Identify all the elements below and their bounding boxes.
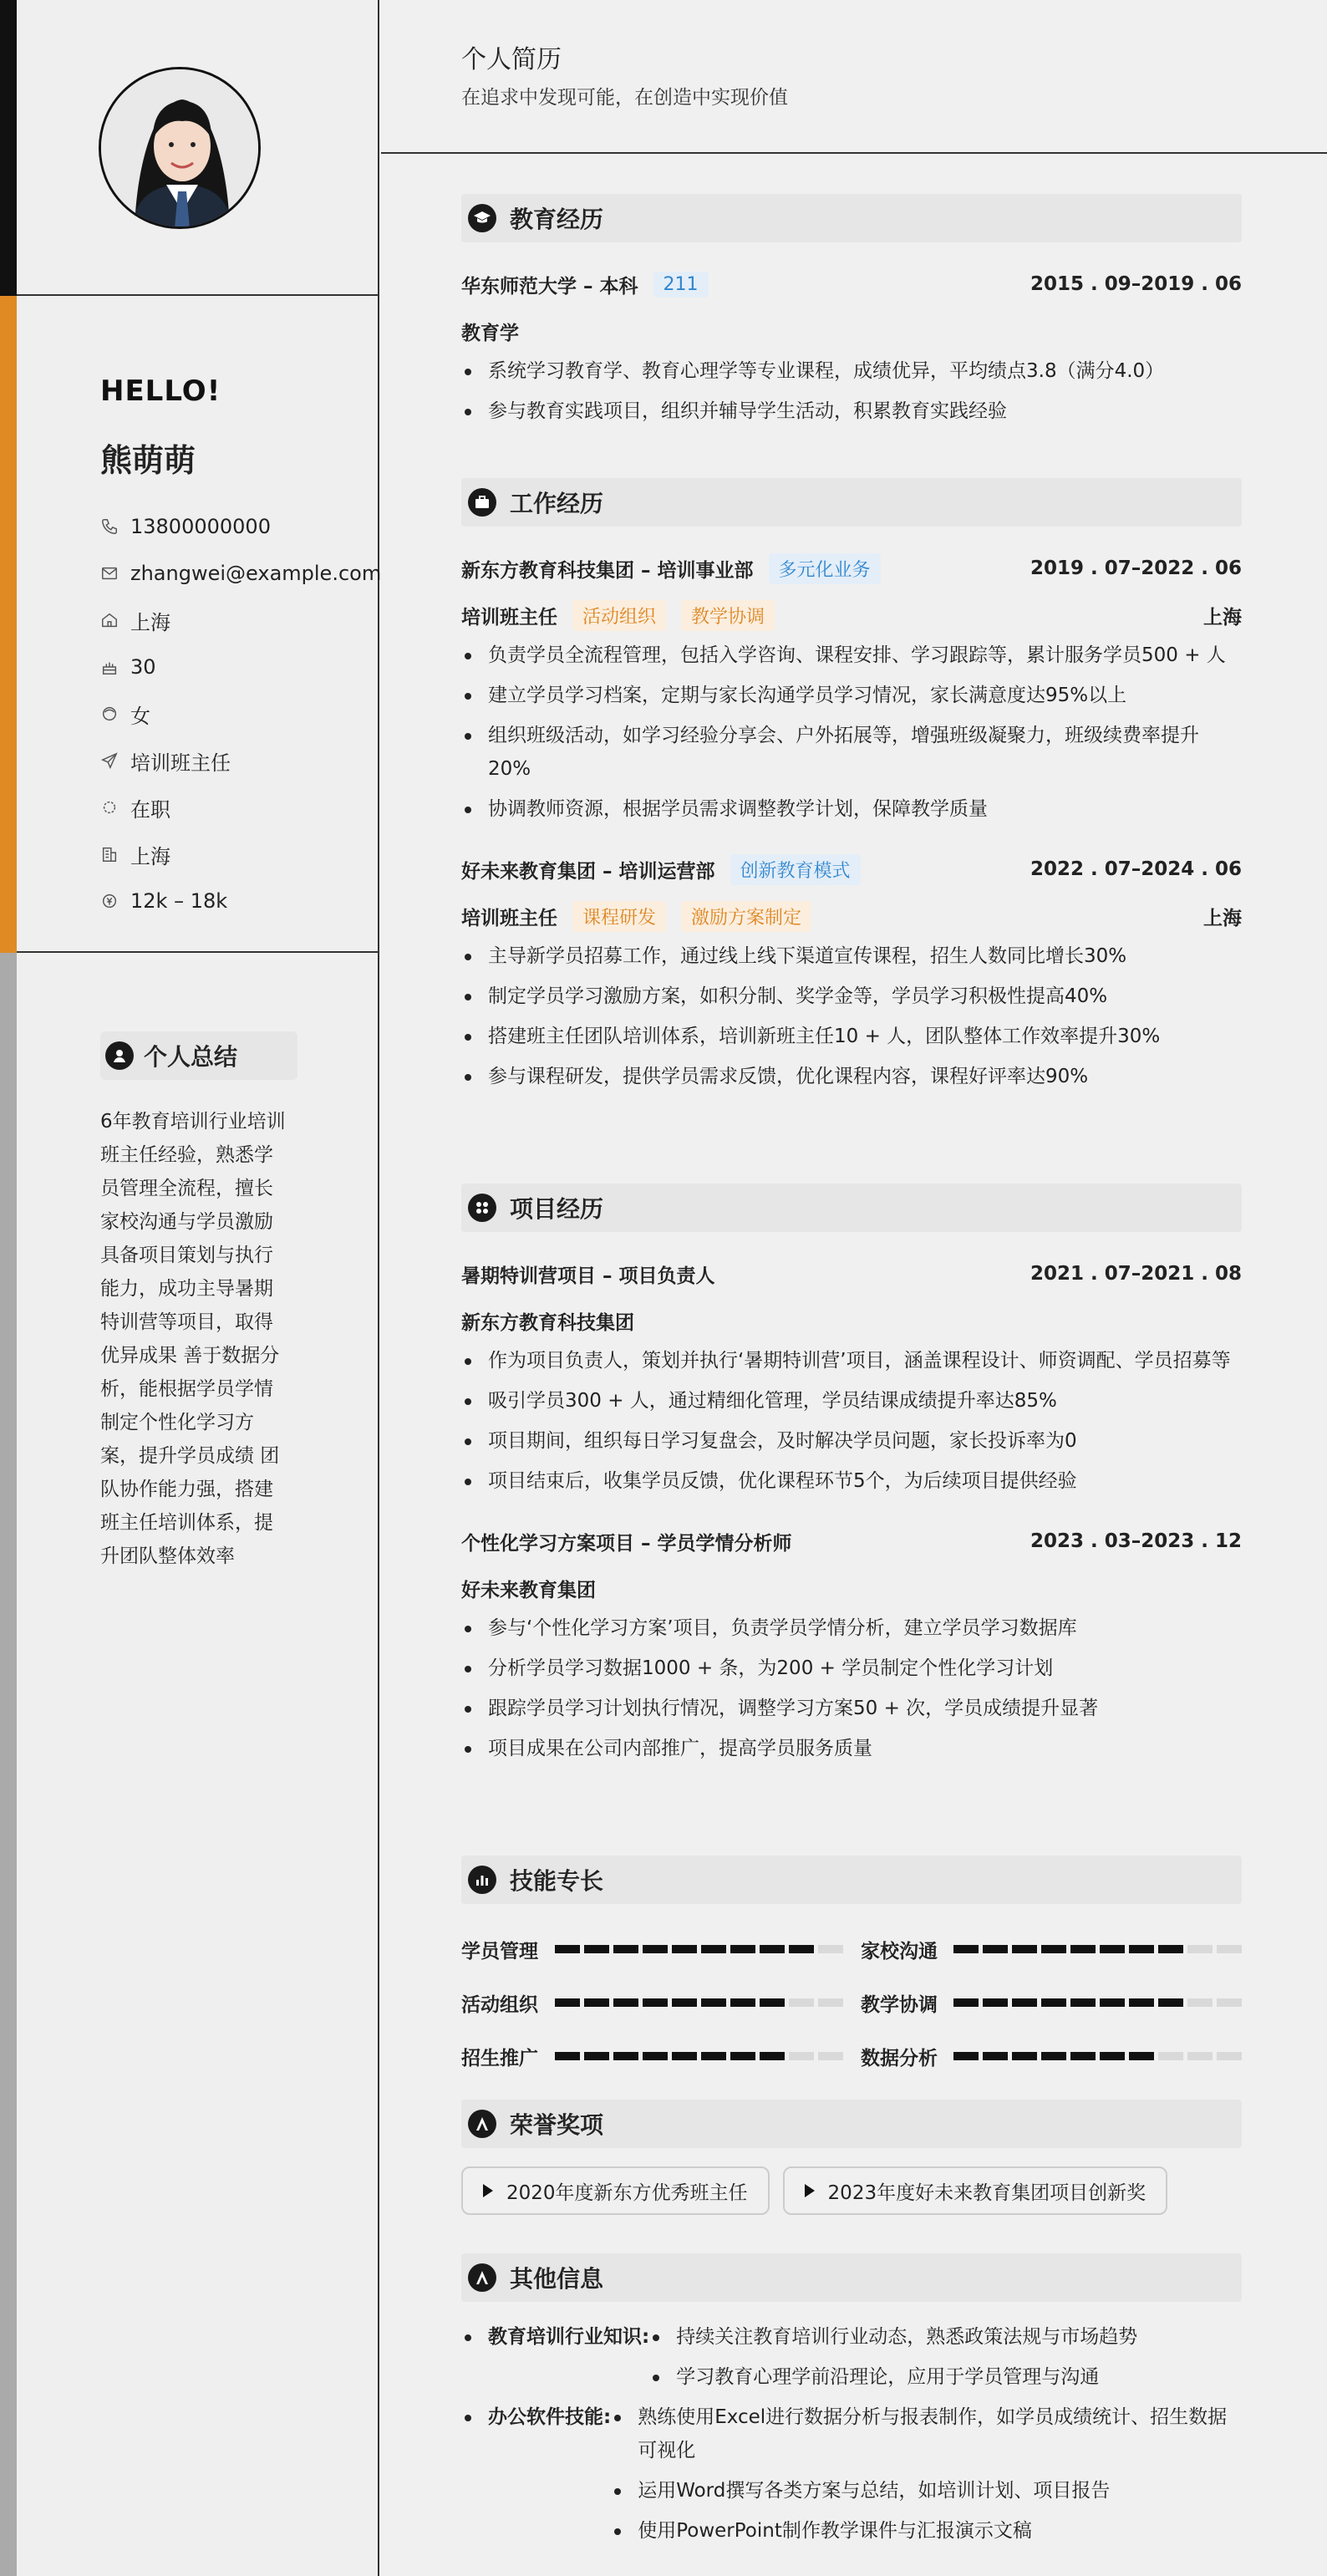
job-bullets	[461, 639, 1242, 826]
projects-header	[461, 1184, 1242, 1232]
summary-line: 班主任经验，熟悉学	[100, 1144, 273, 1166]
skill-segment	[643, 2052, 668, 2060]
list-item: 项目成果在公司内部推广，提高学员服务质量	[461, 1732, 1242, 1765]
summary-line: 家校沟通与学员激励	[100, 1211, 273, 1233]
salary-icon	[100, 892, 119, 910]
skills-grid	[461, 1922, 1242, 2083]
job-company: 新东方教育科技集团 – 培训事业部	[461, 559, 754, 582]
education-bullets	[461, 354, 1242, 428]
contact-info	[100, 503, 381, 924]
school-tag: 211	[653, 272, 709, 298]
major-row	[461, 308, 1242, 354]
job-company-row	[461, 846, 1242, 893]
other-key: 教育培训行业知识:	[488, 2326, 650, 2348]
job-company-row	[461, 545, 1242, 592]
skill-segment	[730, 1945, 755, 1953]
skill-segment	[584, 1998, 609, 2007]
skill-segment	[789, 1998, 814, 2007]
skill-segment	[672, 1945, 697, 1953]
list-item: 协调教师资源，根据学员需求调整教学计划，保障教学质量	[461, 792, 1242, 826]
list-item: 主导新学员招募工作，通过线上线下渠道宣传课程，招生人数同比增长30%	[461, 939, 1242, 973]
job-city: 上海	[1203, 606, 1242, 629]
skill-item	[861, 1976, 1242, 2029]
skill-segment	[953, 1945, 979, 1953]
list-item: 学习教育心理学前沿理论，应用于学员管理与沟通	[649, 2360, 1242, 2394]
skill-segment	[613, 1945, 638, 1953]
info-email	[100, 550, 381, 597]
job-date: 2022 . 07–2024 . 06	[1030, 858, 1242, 880]
accent-stripe-black	[0, 0, 17, 296]
skill-segment	[983, 1945, 1008, 1953]
city-value: 上海	[130, 844, 170, 868]
skill-segment	[584, 1945, 609, 1953]
skill-name: 家校沟通	[861, 1940, 938, 1963]
skill-segment	[1100, 1998, 1125, 2007]
skill-segment	[953, 1998, 979, 2007]
award-icon	[468, 2110, 496, 2138]
project-entry	[461, 1250, 1242, 1498]
project-entry	[461, 1518, 1242, 1765]
role-tag: 课程研发	[572, 901, 666, 932]
work-header	[461, 478, 1242, 527]
skill-bar	[555, 2052, 843, 2060]
candidate-name: 熊萌萌	[100, 442, 196, 479]
skill-segment	[1187, 2052, 1213, 2060]
project-org: 好未来教育集团	[461, 1579, 596, 1601]
skill-item	[461, 2029, 861, 2083]
skill-segment	[1217, 1998, 1242, 2007]
summary-line: 升团队整体效率	[100, 1545, 235, 1567]
info-phone	[100, 503, 381, 550]
education-title: 教育经历	[510, 206, 604, 233]
info-home	[100, 597, 381, 644]
list-item: 持续关注教育培训行业动态，熟悉政策法规与市场趋势	[649, 2320, 1242, 2354]
list-item: 项目结束后，收集学员反馈，优化课程环节5个，为后续项目提供经验	[461, 1464, 1242, 1498]
skill-segment	[701, 1945, 726, 1953]
education-section	[461, 194, 1242, 435]
work-title: 工作经历	[510, 490, 604, 517]
project-bullets	[461, 1611, 1242, 1765]
gender-icon	[100, 705, 119, 723]
school-name: 华东师范大学 – 本科	[461, 275, 638, 298]
list-item: 作为项目负责人，策划并执行‘暑期特训营’项目，涵盖课程设计、师资调配、学员招募等	[461, 1344, 1242, 1377]
skill-bar	[555, 1998, 843, 2007]
page-title: 个人简历	[461, 45, 562, 74]
skill-segment	[818, 2052, 843, 2060]
skill-segment	[789, 2052, 814, 2060]
skill-segment	[1041, 1945, 1066, 1953]
other-values	[649, 2320, 1242, 2400]
summary-text	[100, 1105, 306, 1573]
age-value: 30	[130, 655, 156, 679]
skill-segment	[1217, 2052, 1242, 2060]
skill-bar	[953, 2052, 1242, 2060]
skill-segment	[672, 1998, 697, 2007]
list-item: 吸引学员300 + 人，通过精细化管理，学员结课成绩提升率达85%	[461, 1384, 1242, 1418]
skills-header	[461, 1856, 1242, 1904]
info-salary	[100, 878, 381, 924]
project-name: 暑期特训营项目 – 项目负责人	[461, 1265, 715, 1287]
skill-segment	[701, 1998, 726, 2007]
list-item: 建立学员学习档案，定期与家长沟通学员学习情况，家长满意度达95%以上	[461, 679, 1242, 712]
info-icon	[468, 2263, 496, 2292]
skill-segment	[555, 2052, 580, 2060]
skill-item	[861, 1922, 1242, 1976]
skill-bar	[953, 1945, 1242, 1953]
header-divider	[381, 152, 1327, 154]
skill-segment	[555, 1945, 580, 1953]
skill-bar	[555, 1945, 843, 1953]
skill-segment	[1100, 1945, 1125, 1953]
honors-section	[461, 2100, 1242, 2215]
position-value: 培训班主任	[130, 751, 231, 775]
play-icon	[483, 2184, 493, 2197]
job-tag: 多元化业务	[769, 553, 881, 584]
skill-segment	[1070, 1945, 1096, 1953]
building-icon	[100, 845, 119, 863]
skill-segment	[1070, 2052, 1096, 2060]
job-role: 培训班主任	[461, 606, 557, 629]
list-item: 搭建班主任团队培训体系，培训新班主任10 + 人，团队整体工作效率提升30%	[461, 1020, 1242, 1053]
skill-segment	[1070, 1998, 1096, 2007]
major-name: 教育学	[461, 322, 519, 344]
summary-line: 析，能根据学员学情	[100, 1378, 273, 1400]
summary-line: 特训营等项目，取得	[100, 1311, 273, 1333]
job-city: 上海	[1203, 907, 1242, 929]
list-item: 跟踪学员学习计划执行情况，调整学习方案50 + 次，学员成绩提升显著	[461, 1692, 1242, 1725]
accent-stripe-gray	[0, 953, 17, 2576]
role-tag: 活动组织	[572, 600, 666, 631]
skills-title: 技能专长	[510, 1867, 604, 1895]
skill-segment	[1041, 2052, 1066, 2060]
list-item: 参与教育实践项目，组织并辅导学生活动，积累教育实践经验	[461, 395, 1242, 428]
skill-segment	[983, 1998, 1008, 2007]
list-item: 熟练使用Excel进行数据分析与报表制作，如学员成绩统计、招生数据可视化	[611, 2400, 1242, 2467]
education-header	[461, 194, 1242, 242]
summary-line: 员管理全流程，擅长	[100, 1178, 273, 1199]
skill-segment	[760, 2052, 785, 2060]
skill-segment	[1100, 2052, 1125, 2060]
skill-item	[461, 1976, 861, 2029]
list-item: 负责学员全流程管理，包括入学咨询、课程安排、学习跟踪等，累计服务学员500 + 人	[461, 639, 1242, 672]
page-subtitle: 在追求中发现可能，在创造中实现价值	[461, 87, 788, 109]
honor-label: 2020年度新东方优秀班主任	[506, 2181, 748, 2204]
sidebar	[0, 0, 382, 2576]
phone-icon	[100, 517, 119, 536]
list-item: 组织班级活动，如学习经验分享会、户外拓展等，增强班级凝聚力，班级续费率提升20%	[461, 719, 1242, 786]
info-position	[100, 737, 381, 784]
skill-segment	[1158, 1998, 1183, 2007]
skill-segment	[760, 1945, 785, 1953]
summary-line: 案，提升学员成绩 团	[100, 1445, 280, 1467]
skill-item	[461, 1922, 861, 1976]
job-role: 培训班主任	[461, 907, 557, 929]
home-icon	[100, 611, 119, 629]
mail-icon	[100, 564, 119, 583]
project-date: 2023 . 03–2023 . 12	[1030, 1530, 1242, 1552]
skill-segment	[1187, 1945, 1213, 1953]
skill-segment	[730, 2052, 755, 2060]
education-date: 2015 . 09–2019 . 06	[1030, 273, 1242, 295]
status-value: 在职	[130, 797, 170, 822]
info-age	[100, 644, 381, 690]
skill-segment	[672, 2052, 697, 2060]
skill-segment	[953, 2052, 979, 2060]
summary-line: 班主任培训体系，提	[100, 1512, 273, 1534]
main-content	[381, 0, 1327, 2576]
play-icon	[805, 2184, 815, 2197]
honors-header	[461, 2100, 1242, 2148]
info-status	[100, 784, 381, 831]
skill-segment	[789, 1945, 814, 1953]
home-value: 上海	[130, 610, 170, 634]
skill-segment	[1041, 1998, 1066, 2007]
job-date: 2019 . 07–2022 . 06	[1030, 557, 1242, 579]
skill-name: 学员管理	[461, 1940, 538, 1963]
skill-segment	[983, 2052, 1008, 2060]
summary-line: 能力，成功主导暑期	[100, 1278, 273, 1300]
age-icon	[100, 658, 119, 676]
skill-segment	[555, 1998, 580, 2007]
sidebar-divider	[17, 294, 379, 296]
other-item	[461, 2320, 1242, 2400]
projects-title: 项目经历	[510, 1195, 604, 1223]
skill-segment	[1129, 1945, 1154, 1953]
other-title: 其他信息	[510, 2265, 604, 2293]
other-item	[461, 2400, 1242, 2554]
list-item: 使用PowerPoint制作教学课件与汇报演示文稿	[611, 2514, 1242, 2548]
list-item: 制定学员学习激励方案，如积分制、奖学金等，学员学习积极性提高40%	[461, 980, 1242, 1013]
project-org: 新东方教育科技集团	[461, 1311, 634, 1334]
project-org-row	[461, 1565, 1242, 1611]
honors-list	[461, 2166, 1242, 2215]
salary-value: 12k – 18k	[130, 889, 228, 913]
skill-segment	[730, 1998, 755, 2007]
other-values	[611, 2400, 1242, 2554]
skill-segment	[1217, 1945, 1242, 1953]
summary-line: 具备项目策划与执行	[100, 1245, 273, 1266]
project-name-row	[461, 1250, 1242, 1297]
summary-line: 6年教育培训行业培训	[100, 1111, 286, 1133]
education-row	[461, 261, 1242, 308]
briefcase-icon	[468, 488, 496, 517]
skill-bar	[953, 1998, 1242, 2007]
summary-title: 个人总结	[144, 1043, 238, 1071]
gender-value: 女	[130, 704, 150, 728]
info-city	[100, 831, 381, 878]
job-tag: 创新教育模式	[730, 854, 861, 885]
project-bullets	[461, 1344, 1242, 1498]
project-date: 2021 . 07–2021 . 08	[1030, 1263, 1242, 1285]
honor-item	[461, 2166, 770, 2215]
skill-segment	[1012, 2052, 1037, 2060]
skill-segment	[643, 1945, 668, 1953]
skill-segment	[1012, 1945, 1037, 1953]
list-item: 运用Word撰写各类方案与总结，如培训计划、项目报告	[611, 2474, 1242, 2507]
other-header	[461, 2253, 1242, 2302]
status-icon	[100, 798, 119, 817]
info-gender	[100, 690, 381, 737]
sidebar-divider	[17, 951, 379, 953]
job-bullets	[461, 939, 1242, 1093]
skill-item	[861, 2029, 1242, 2083]
summary-line: 队协作能力强，搭建	[100, 1479, 273, 1500]
skill-segment	[1129, 2052, 1154, 2060]
list-item: 分析学员学习数据1000 + 条，为200 + 学员制定个性化学习计划	[461, 1652, 1242, 1685]
skill-segment	[760, 1998, 785, 2007]
send-icon	[100, 751, 119, 770]
skill-segment	[818, 1998, 843, 2007]
hello-heading: HELLO!	[100, 374, 221, 408]
role-tag: 激励方案制定	[681, 901, 811, 932]
skills-section	[461, 1856, 1242, 2083]
other-section	[461, 2253, 1242, 2554]
phone-value: 13800000000	[130, 515, 271, 538]
honor-label: 2023年度好未来教育集团项目创新奖	[827, 2181, 1147, 2204]
skill-name: 活动组织	[461, 1993, 538, 2016]
graduation-cap-icon	[468, 204, 496, 232]
list-item: 参与课程研发，提供学员需求反馈，优化课程内容，课程好评率达90%	[461, 1060, 1242, 1093]
role-tag: 教学协调	[681, 600, 775, 631]
skill-segment	[1012, 1998, 1037, 2007]
job-entry	[461, 545, 1242, 826]
avatar	[99, 67, 261, 229]
project-name: 个性化学习方案项目 – 学员学情分析师	[461, 1532, 792, 1555]
skill-segment	[1129, 1998, 1154, 2007]
accent-stripe-orange	[0, 296, 17, 953]
work-section	[461, 478, 1242, 1100]
summary-line: 制定个性化学习方	[100, 1412, 254, 1433]
bar-chart-icon	[468, 1866, 496, 1894]
job-entry	[461, 846, 1242, 1093]
skill-segment	[613, 1998, 638, 2007]
project-org-row	[461, 1297, 1242, 1344]
skill-name: 数据分析	[861, 2047, 938, 2069]
skill-segment	[701, 2052, 726, 2060]
skill-name: 招生推广	[461, 2047, 538, 2069]
skill-name: 教学协调	[861, 1993, 938, 2016]
project-name-row	[461, 1518, 1242, 1565]
other-key: 办公软件技能:	[488, 2406, 612, 2428]
email-value: zhangwei@example.com	[130, 562, 382, 585]
list-item: 参与‘个性化学习方案’项目，负责学员学情分析，建立学员学习数据库	[461, 1611, 1242, 1645]
list-item: 项目期间，组织每日学习复盘会，及时解决学员问题，家长投诉率为0	[461, 1424, 1242, 1458]
honor-item	[783, 2166, 1168, 2215]
projects-section	[461, 1184, 1242, 1772]
honors-title: 荣誉奖项	[510, 2111, 604, 2139]
skill-segment	[643, 1998, 668, 2007]
skill-segment	[818, 1945, 843, 1953]
skill-segment	[1187, 1998, 1213, 2007]
job-role-row	[461, 893, 1242, 939]
list-item: 系统学习教育学、教育心理学等专业课程，成绩优异，平均绩点3.8（满分4.0）	[461, 354, 1242, 388]
skill-segment	[1158, 2052, 1183, 2060]
user-icon	[105, 1041, 134, 1070]
summary-line: 优异成果 善于数据分	[100, 1345, 280, 1367]
job-role-row	[461, 592, 1242, 639]
skill-segment	[584, 2052, 609, 2060]
summary-header	[100, 1031, 297, 1080]
job-company: 好未来教育集团 – 培训运营部	[461, 860, 715, 883]
skill-segment	[613, 2052, 638, 2060]
skill-segment	[1158, 1945, 1183, 1953]
grid-icon	[468, 1194, 496, 1222]
